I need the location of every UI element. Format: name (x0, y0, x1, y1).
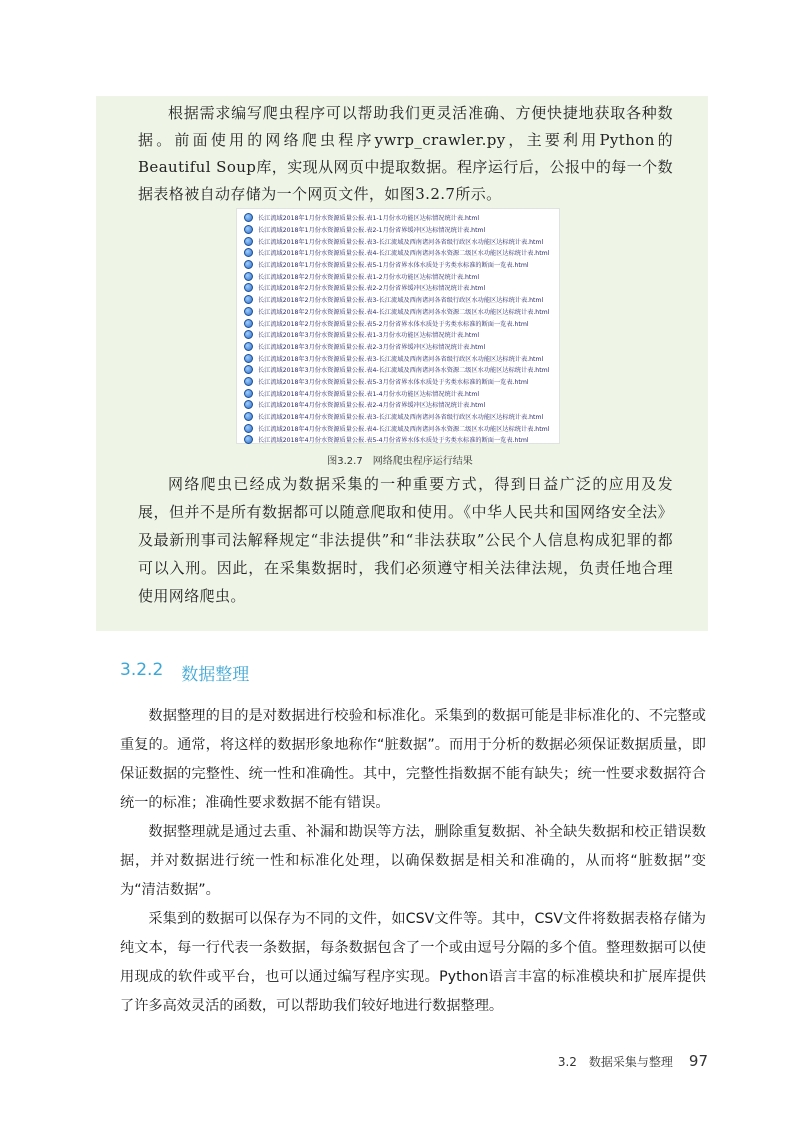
page-number: 97 (688, 1052, 708, 1070)
html-file-icon (244, 342, 253, 351)
file-list-item[interactable] (237, 235, 559, 247)
html-file-icon (244, 330, 253, 339)
file-name: 长江流域2018年1月份水资源质量公报.表4-长江流域及西南诸河各水资源二级区水功能区达标统计表.html (258, 250, 550, 258)
file-list-item[interactable] (237, 282, 559, 294)
file-list-item[interactable] (237, 270, 559, 282)
file-name: 长江流域2018年2月份水资源质量公报.表2-2月份省界缓冲区达标情况统计表.html (258, 285, 486, 293)
file-name: 长江流域2018年2月份水资源质量公报.表1-2月份水功能区达标情况统计表.html (258, 273, 480, 281)
file-list-item[interactable] (237, 317, 559, 329)
file-name: 长江流域2018年3月份水资源质量公报.表4-长江流域及西南诸河各水资源二级区水功能区达标统计表.html (258, 367, 550, 375)
box-paragraph-1: 根据需求编写爬虫程序可以帮助我们更灵活准确、方便快捷地获取各种数据。前面使用的网络爬虫程序ywrp_crawler.py，主要利用Python的Beautiful Soup库，实现从网页中提取数据。程序运行后，公报中的每一个数据表格被自动存储为一个网页文件，如图3.2.7所示。 (138, 104, 673, 203)
file-list-item[interactable] (237, 247, 559, 259)
file-name: 长江流域2018年3月份水资源质量公报.表3-长江流域及西南诸河各省级行政区水功能区达标统计表.html (258, 355, 544, 363)
body-paragraph-3: 采集到的数据可以保存为不同的文件，如CSV文件等。其中，CSV文件将数据表格存储为纯文本，每一行代表一条数据，每条数据包含了一个或由逗号分隔的多个值。整理数据可以使用现成的软件或平台，也可以通过编写程序实现。Python语言丰富的标准模块和扩展库提供了许多高效灵活的函数，可以帮助我们较好地进行数据整理。 (120, 911, 706, 1014)
file-name: 长江流域2018年4月份水资源质量公报.表3-长江流域及西南诸河各省级行政区水功能区达标统计表.html (258, 414, 544, 422)
section-number: 3.2.2 (120, 660, 164, 680)
footer-section: 3.2 数据采集与整理 (557, 1055, 673, 1069)
file-name: 长江流域2018年1月份水资源质量公报.表5-1月份省界水体水质处于劣类水标准的断面一览表.html (258, 262, 529, 270)
file-list-item[interactable] (237, 259, 559, 271)
file-name: 长江流域2018年2月份水资源质量公报.表4-长江流域及西南诸河各水资源二级区水功能区达标统计表.html (258, 308, 550, 316)
file-name: 长江流域2018年4月份水资源质量公报.表2-4月份省界缓冲区达标情况统计表.html (258, 402, 486, 410)
body-paragraph-2: 数据整理就是通过去重、补漏和勘误等方法，删除重复数据、补全缺失数据和校正错误数据，并对数据进行统一性和标准化处理，以确保数据是相关和准确的，从而将“脏数据”变为“清洁数据”。 (120, 824, 706, 898)
page-footer (558, 1052, 708, 1070)
box-paragraph-2: 网络爬虫已经成为数据采集的一种重要方式，得到日益广泛的应用及发展，但并不是所有数据都可以随意爬取和使用。《中华人民共和国网络安全法》及最新刑事司法解释规定“非法提供”和“非法获取”公民个人信息构成犯罪的都可以入刑。因此，在采集数据时，我们必须遵守相关法律法规，负责任地合理使用网络爬虫。 (138, 475, 673, 605)
file-name: 长江流域2018年3月份水资源质量公报.表2-3月份省界缓冲区达标情况统计表.html (258, 343, 486, 351)
file-list-item[interactable] (237, 306, 559, 318)
box-text-bottom (138, 470, 673, 610)
file-list-item[interactable] (237, 352, 559, 364)
file-list-item[interactable] (237, 399, 559, 411)
html-file-icon (244, 424, 253, 433)
html-file-icon (244, 365, 253, 374)
html-file-icon (244, 237, 253, 246)
body-paragraph-1: 数据整理的目的是对数据进行校验和标准化。采集到的数据可能是非标准化的、不完整或重复的。通常，将这样的数据形象地称作“脏数据”。而用于分析的数据必须保证数据质量，即保证数据的完整性、统一性和准确性。其中，完整性指数据不能有缺失；统一性要求数据符合统一的标准；准确性要求数据不能有错误。 (120, 708, 706, 811)
file-name: 长江流域2018年4月份水资源质量公报.表4-长江流域及西南诸河各水资源二级区水功能区达标统计表.html (258, 425, 550, 433)
file-name: 长江流域2018年2月份水资源质量公报.表5-2月份省界水体水质处于劣类水标准的断面一览表.html (258, 320, 529, 328)
html-file-icon (244, 307, 253, 316)
file-name: 长江流域2018年3月份水资源质量公报.表5-3月份省界水体水质处于劣类水标准的断面一览表.html (258, 378, 529, 386)
html-file-icon (244, 319, 253, 328)
file-list-item[interactable] (237, 224, 559, 236)
file-list-item[interactable] (237, 212, 559, 224)
html-file-icon (244, 354, 253, 363)
file-list-item[interactable] (237, 341, 559, 353)
html-file-icon (244, 213, 253, 222)
file-list-item[interactable] (237, 411, 559, 423)
file-list-item[interactable] (237, 376, 559, 388)
html-file-icon (244, 377, 253, 386)
section-title: 数据整理 (181, 665, 250, 685)
file-list-item[interactable] (237, 422, 559, 434)
file-name: 长江流域2018年4月份水资源质量公报.表1-4月份水功能区达标情况统计表.html (258, 390, 480, 398)
html-file-icon (244, 435, 253, 444)
file-list-item[interactable] (237, 329, 559, 341)
figure-caption: 图3.2.7 网络爬虫程序运行结果 (327, 456, 473, 467)
html-file-icon (244, 412, 253, 421)
file-name: 长江流域2018年3月份水资源质量公报.表1-3月份水功能区达标情况统计表.html (258, 332, 480, 340)
file-list-item[interactable] (237, 434, 559, 446)
html-file-icon (244, 248, 253, 257)
file-name: 长江流域2018年1月份水资源质量公报.表2-1月份省界缓冲区达标情况统计表.html (258, 227, 486, 235)
html-file-icon (244, 400, 253, 409)
html-file-icon (244, 295, 253, 304)
section-heading (120, 660, 249, 685)
html-file-icon (244, 272, 253, 281)
main-text (120, 702, 706, 1021)
crawler-output-figure (236, 208, 560, 444)
html-file-icon (244, 260, 253, 269)
html-file-icon (244, 283, 253, 292)
file-name: 长江流域2018年4月份水资源质量公报.表5-4月份省界水体水质处于劣类水标准的断面一览表.html (258, 437, 529, 445)
html-file-icon (244, 225, 253, 234)
file-list-item[interactable] (237, 364, 559, 376)
html-file-icon (244, 389, 253, 398)
file-name: 长江流域2018年1月份水资源质量公报.表1-1月份水功能区达标情况统计表.html (258, 215, 480, 223)
file-name: 长江流域2018年1月份水资源质量公报.表3-长江流域及西南诸河各省级行政区水功能区达标统计表.html (258, 238, 544, 246)
file-name: 长江流域2018年2月份水资源质量公报.表3-长江流域及西南诸河各省级行政区水功能区达标统计表.html (258, 297, 544, 305)
file-list-item[interactable] (237, 294, 559, 306)
box-text-top (138, 100, 673, 208)
file-list-item[interactable] (237, 387, 559, 399)
